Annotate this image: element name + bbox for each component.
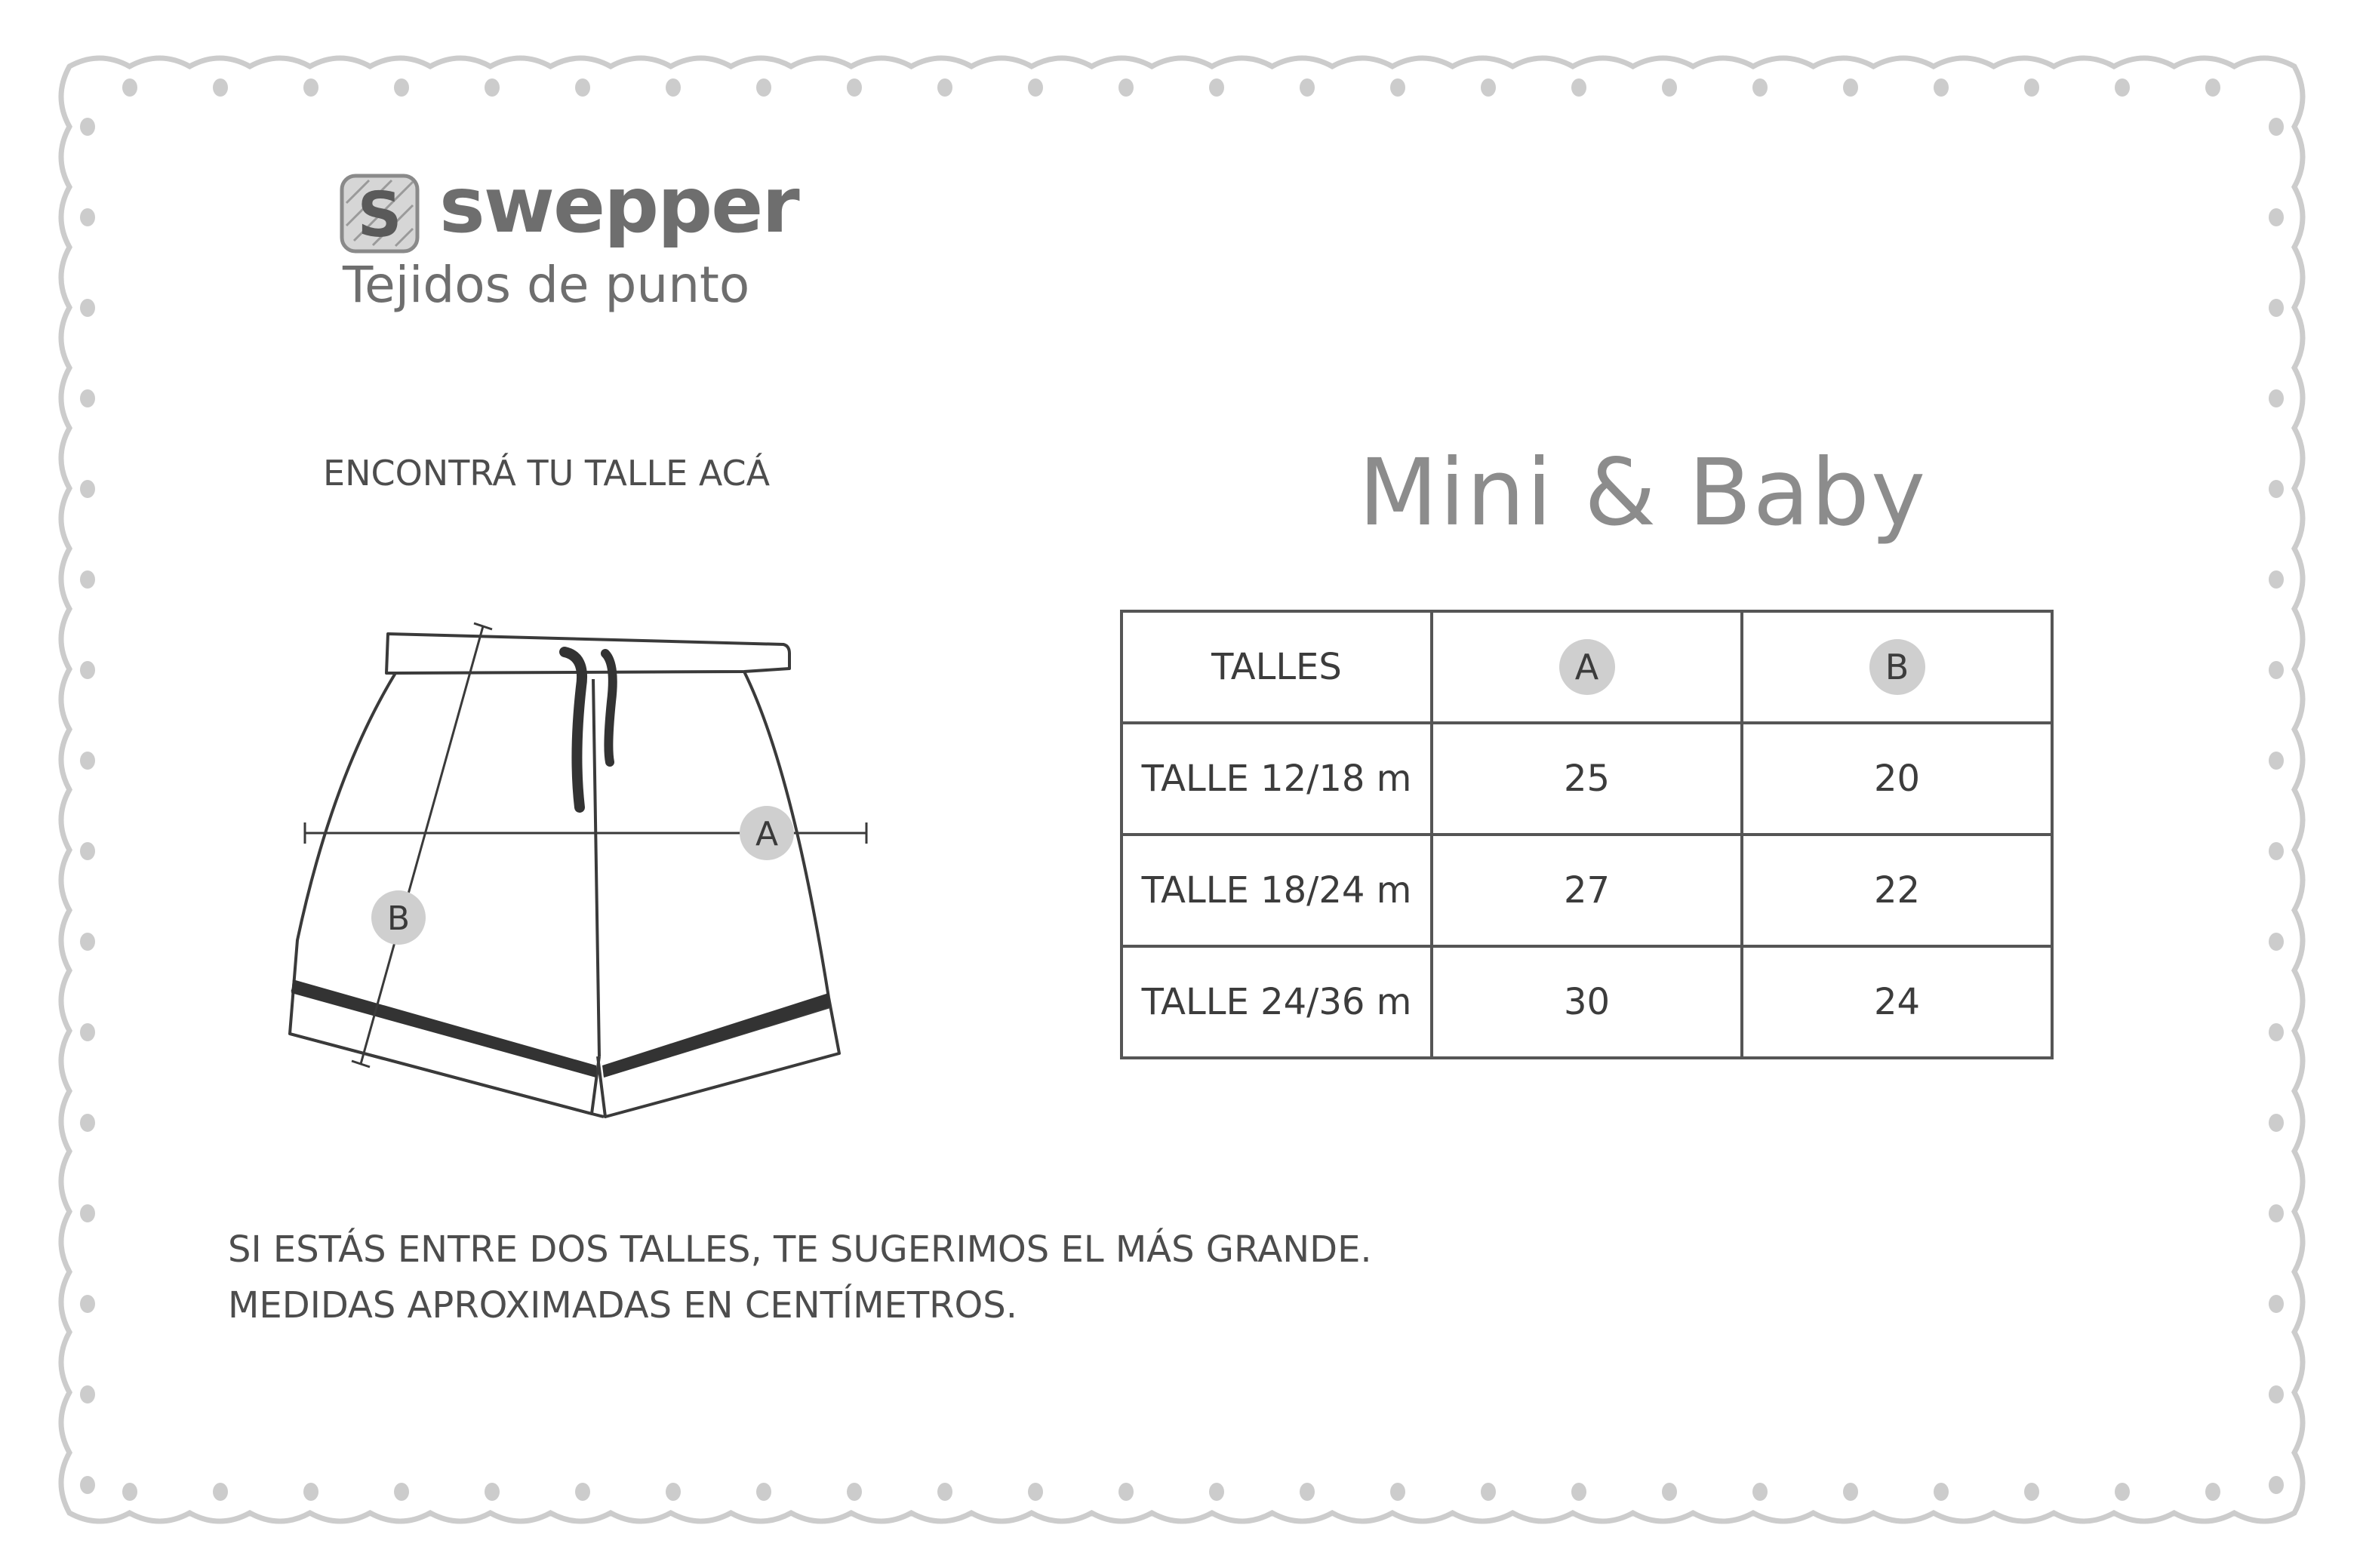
header-b-badge: B <box>1869 639 1925 695</box>
frame-dot <box>2024 78 2039 97</box>
frame-dot <box>2115 78 2130 97</box>
frame-dot <box>756 78 771 97</box>
frame-dot <box>1209 78 1224 97</box>
drawstring-right <box>605 653 613 762</box>
frame-dot <box>1843 1483 1858 1501</box>
frame-dot <box>1662 1483 1677 1501</box>
frame-dot <box>847 1483 862 1501</box>
frame-dot <box>2269 480 2284 498</box>
frame-dot <box>80 933 95 951</box>
b-cell: 22 <box>1742 835 2052 946</box>
frame-dot <box>575 1483 590 1501</box>
shorts-diagram <box>249 604 928 1132</box>
hem-band-left <box>291 979 596 1078</box>
frame-dot <box>80 118 95 136</box>
b-cell: 24 <box>1742 946 2052 1058</box>
frame-dot <box>1209 1483 1224 1501</box>
frame-dot <box>2269 570 2284 589</box>
frame-dot <box>1752 1483 1768 1501</box>
header-b <box>1742 611 2052 723</box>
frame-dot <box>2269 389 2284 407</box>
frame-dot <box>1662 78 1677 97</box>
frame-dot <box>2024 1483 2039 1501</box>
frame-dot <box>80 1385 95 1404</box>
table-row <box>1122 723 2052 835</box>
size-table <box>1120 610 2054 1059</box>
frame-dot <box>303 1483 318 1501</box>
frame-dot <box>1481 78 1496 97</box>
size-cell: TALLE 24/36 m <box>1122 946 1432 1058</box>
frame-dot <box>122 1483 137 1501</box>
frame-dot <box>80 208 95 226</box>
frame-dot <box>666 1483 681 1501</box>
frame-dot <box>1028 78 1043 97</box>
frame-dot <box>666 78 681 97</box>
frame-dot <box>303 78 318 97</box>
frame-dot <box>2269 1114 2284 1132</box>
frame-dot <box>2269 1385 2284 1404</box>
frame-dot <box>80 1295 95 1313</box>
frame-dot <box>80 570 95 589</box>
frame-dot <box>2205 1483 2220 1501</box>
frame-dot <box>80 1476 95 1494</box>
frame-dot <box>485 78 500 97</box>
frame-dot <box>937 78 952 97</box>
frame-dot <box>1390 78 1405 97</box>
frame-dot <box>2269 1476 2284 1494</box>
frame-dot <box>1300 1483 1315 1501</box>
brand-name: swepper <box>439 161 798 251</box>
table-header-row <box>1122 611 2052 723</box>
frame-dot <box>2269 1204 2284 1222</box>
frame-dot <box>2269 752 2284 770</box>
a-cell: 25 <box>1432 723 1742 835</box>
frame-dot <box>1934 78 1949 97</box>
header-sizes: TALLES <box>1122 611 1432 723</box>
frame-dot <box>213 78 228 97</box>
frame-dot <box>2269 1295 2284 1313</box>
frame-dot <box>1571 78 1586 97</box>
collection-title: Mini & Baby <box>1358 439 1928 546</box>
note-measurements: MEDIDAS APROXIMADAS EN CENTÍMETROS. <box>228 1284 1017 1327</box>
size-cell: TALLE 18/24 m <box>1122 835 1432 946</box>
frame-dot <box>2269 933 2284 951</box>
frame-dot <box>394 78 409 97</box>
frame-dot <box>80 389 95 407</box>
note-size-advice: SI ESTÁS ENTRE DOS TALLES, TE SUGERIMOS EL MÁS GRANDE. <box>228 1228 1372 1271</box>
frame-dot <box>937 1483 952 1501</box>
frame-dot <box>80 1023 95 1041</box>
swepper-logo-icon <box>339 173 420 254</box>
frame-dot <box>1481 1483 1496 1501</box>
a-cell: 27 <box>1432 835 1742 946</box>
frame-dot <box>2269 661 2284 679</box>
frame-dot <box>1752 78 1768 97</box>
frame-dot <box>485 1483 500 1501</box>
frame-dot <box>2269 842 2284 860</box>
frame-dot <box>847 78 862 97</box>
frame-dot <box>1390 1483 1405 1501</box>
frame-dot <box>122 78 137 97</box>
measure-b-label: B <box>386 899 411 938</box>
frame-dot <box>1843 78 1858 97</box>
frame-dot <box>2269 299 2284 317</box>
frame-dot <box>1571 1483 1586 1501</box>
frame-dot <box>1300 78 1315 97</box>
frame-dot <box>1028 1483 1043 1501</box>
frame-dot <box>80 661 95 679</box>
brand-tagline: Tejidos de punto <box>343 256 750 314</box>
table-row <box>1122 946 2052 1058</box>
frame-dot <box>80 1114 95 1132</box>
frame-dot <box>80 299 95 317</box>
size-cell: TALLE 12/18 m <box>1122 723 1432 835</box>
drawstring-left <box>565 652 582 807</box>
measure-a-label: A <box>755 815 779 853</box>
frame-dot <box>2269 1023 2284 1041</box>
a-cell: 30 <box>1432 946 1742 1058</box>
frame-dot <box>213 1483 228 1501</box>
header-a <box>1432 611 1742 723</box>
frame-dot <box>80 480 95 498</box>
frame-dot <box>80 752 95 770</box>
svg-text:S: S <box>357 180 402 251</box>
frame-dot <box>2269 118 2284 136</box>
frame-dot <box>575 78 590 97</box>
shorts-outline <box>290 672 839 1117</box>
frame-dot <box>394 1483 409 1501</box>
waistband <box>386 634 789 673</box>
frame-dot <box>80 842 95 860</box>
find-size-heading: ENCONTRÁ TU TALLE ACÁ <box>323 453 771 493</box>
frame-dot <box>756 1483 771 1501</box>
header-a-badge: A <box>1559 639 1615 695</box>
frame-dot <box>80 1204 95 1222</box>
frame-dot <box>1118 1483 1134 1501</box>
frame-dot <box>2205 78 2220 97</box>
b-cell: 20 <box>1742 723 2052 835</box>
frame-dot <box>1118 78 1134 97</box>
frame-dot <box>1934 1483 1949 1501</box>
table-row <box>1122 835 2052 946</box>
frame-dot <box>2115 1483 2130 1501</box>
frame-dot <box>2269 208 2284 226</box>
